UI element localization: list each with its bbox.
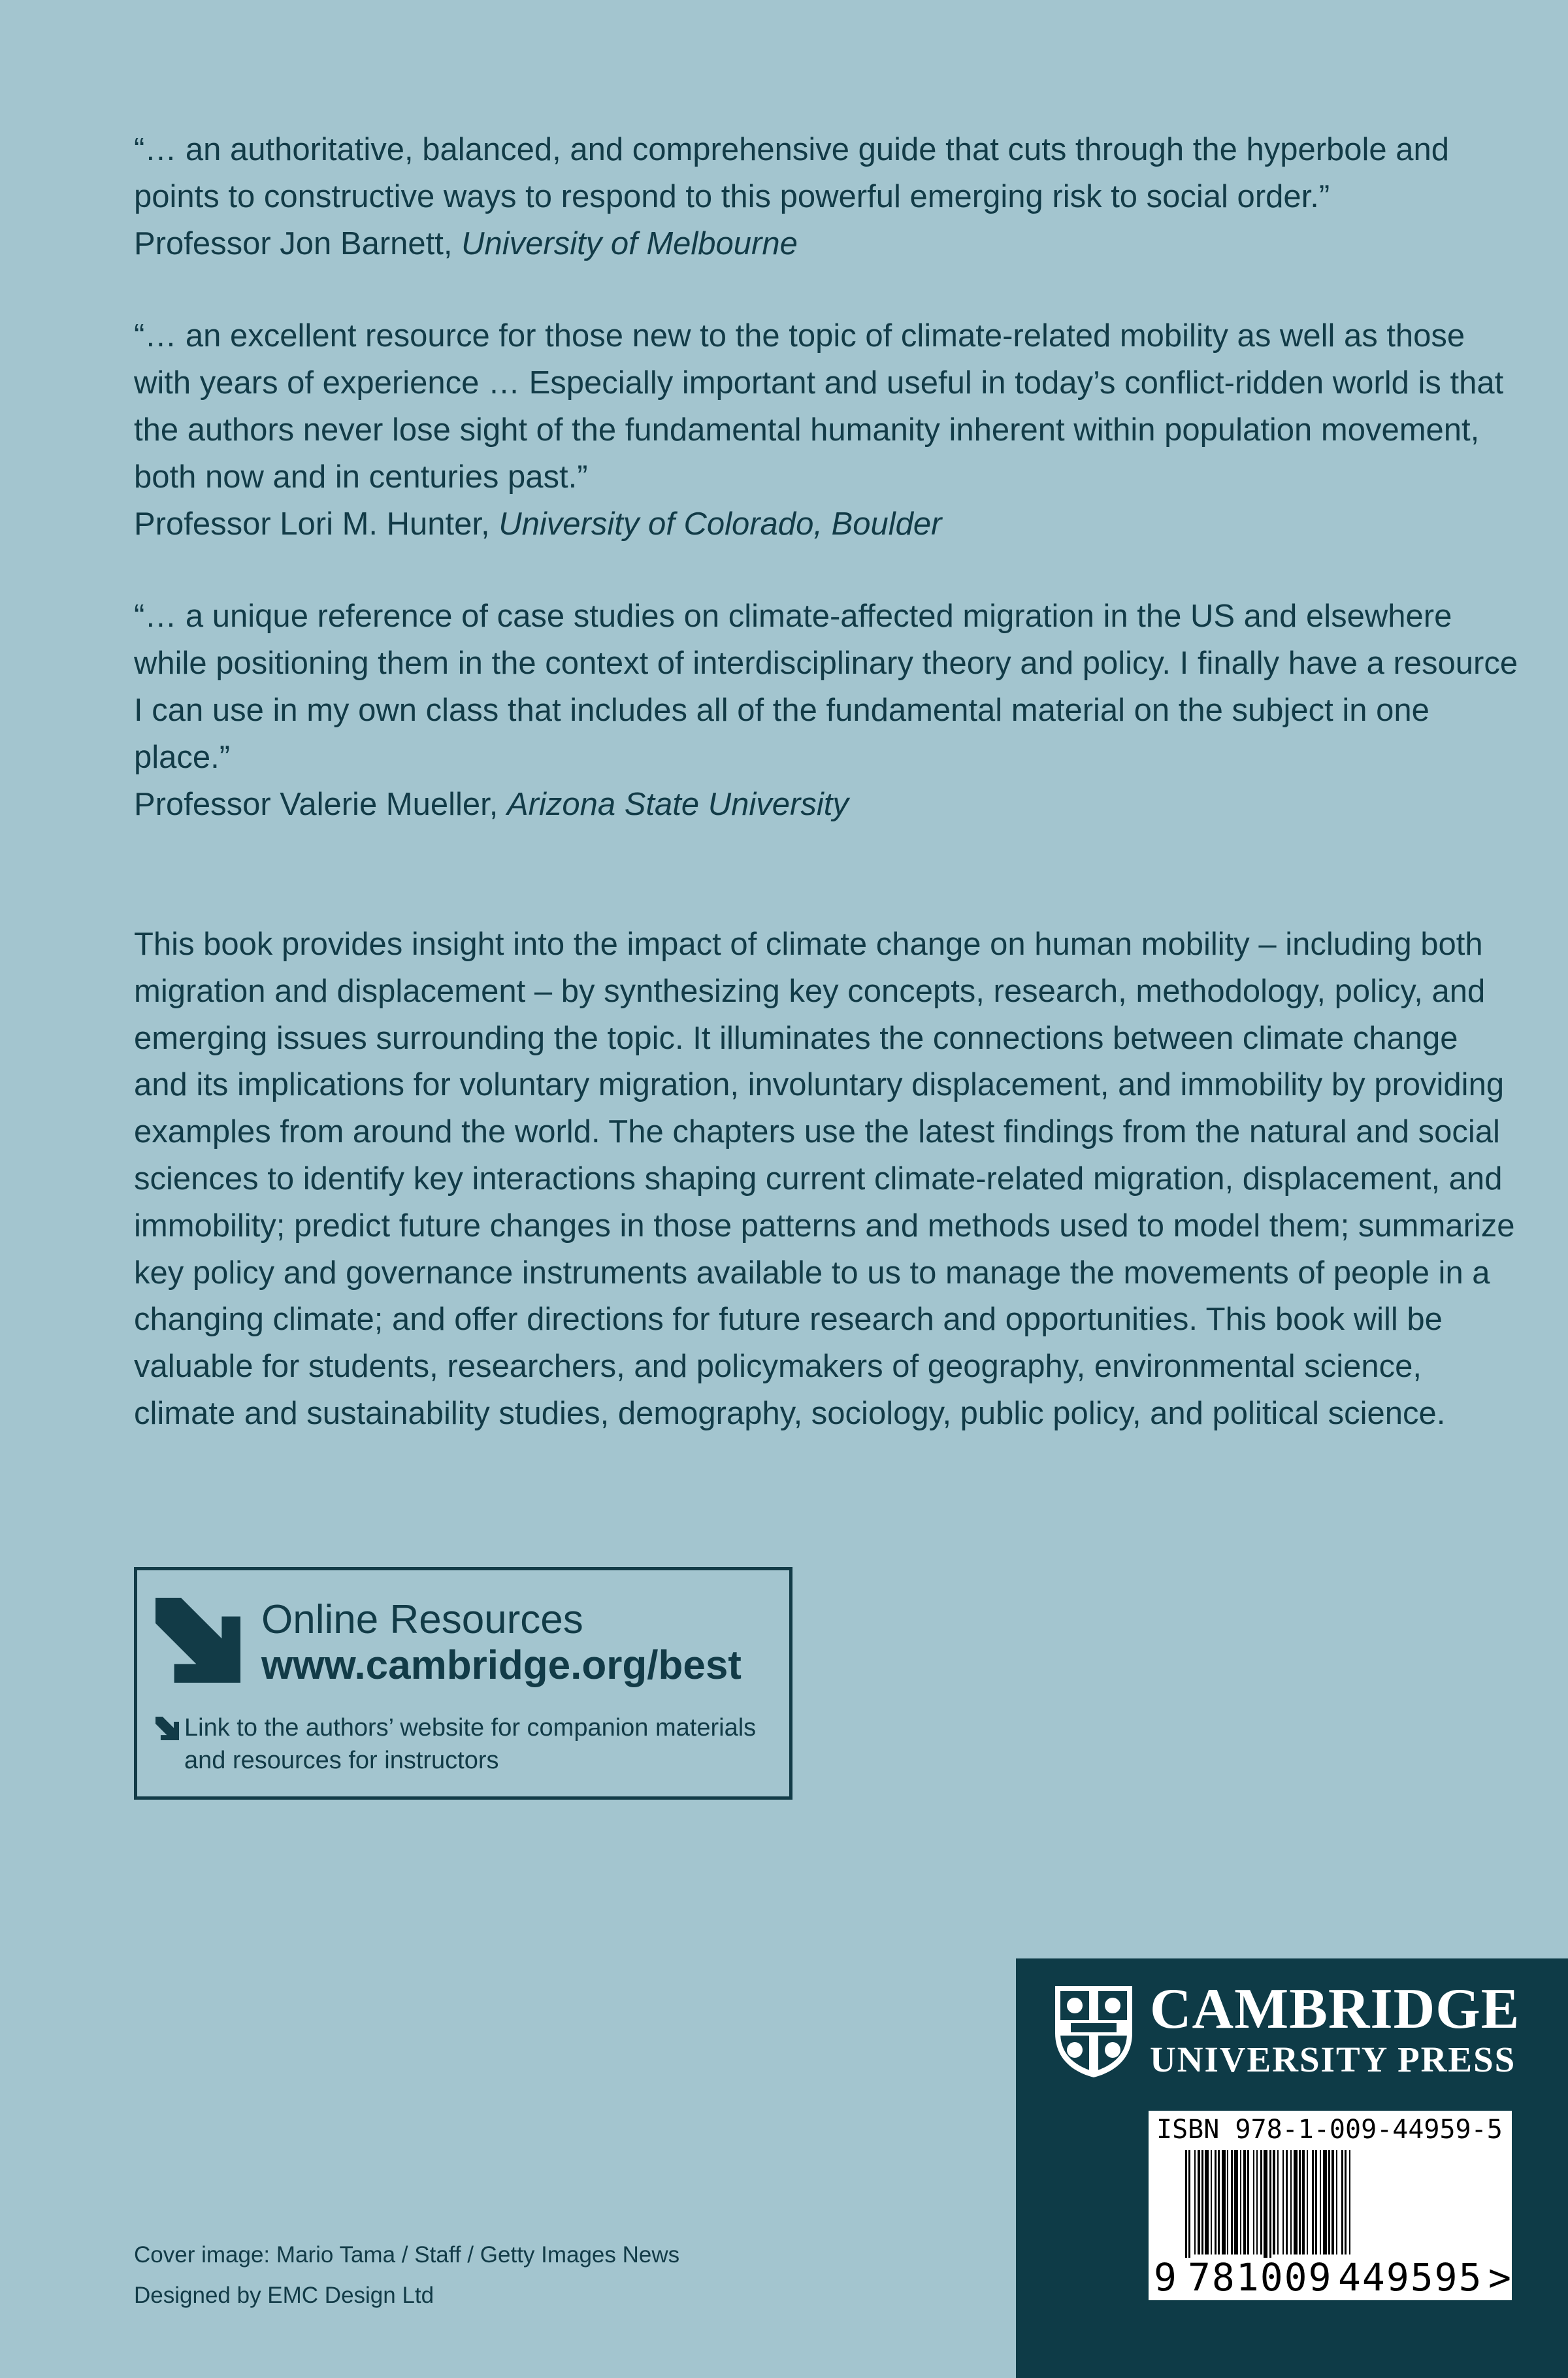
quote-text: “… a unique reference of case studies on climate-affected migration in the US and elsewhere while positioning them in the context of interdisciplinary theory and policy. I finally have a resource I can use in my own class that includes all of the fundamental material on the subject in one place.” [134, 599, 1518, 775]
online-resources-description: Link to the authors’ website for companion materials and resources for instructors [184, 1714, 757, 1774]
barcode-bar [1307, 2150, 1308, 2254]
barcode-digit-prefix: 9 [1154, 2255, 1177, 2300]
barcode-bar [1264, 2150, 1267, 2258]
barcode-bar [1286, 2150, 1288, 2254]
barcode-bar [1253, 2150, 1254, 2254]
barcode-bar [1273, 2150, 1275, 2254]
barcode-bar [1290, 2150, 1292, 2254]
barcode-digit-group-1: 781009 [1188, 2255, 1333, 2300]
publisher-name [1150, 1979, 1520, 2080]
endorsement-quote-1 [134, 126, 1519, 267]
barcode-bar [1336, 2150, 1337, 2254]
barcode-bar [1260, 2150, 1262, 2254]
barcode-bar [1194, 2150, 1196, 2254]
barcode-bar [1205, 2150, 1209, 2254]
publisher-name-line1: CAMBRIDGE [1150, 1977, 1520, 2041]
barcode-bar [1231, 2150, 1233, 2254]
barcode-bar [1299, 2150, 1301, 2254]
barcode-end-mark: > [1488, 2255, 1511, 2300]
barcode-bar [1227, 2150, 1228, 2254]
barcode-bar [1269, 2150, 1271, 2258]
barcode-bar [1188, 2150, 1190, 2258]
quote-author: Professor Jon Barnett [134, 226, 444, 261]
isbn-label: ISBN 978-1-009-44959-5 [1156, 2115, 1503, 2145]
barcode-bar [1243, 2150, 1246, 2254]
endorsement-quote-3 [134, 593, 1519, 828]
barcode-bar [1328, 2150, 1330, 2254]
barcode-bar [1294, 2150, 1298, 2254]
online-resources-title: Online Resources [261, 1597, 583, 1642]
barcode-bar [1312, 2150, 1314, 2254]
small-arrow-down-right-icon [155, 1717, 179, 1740]
barcode-bar [1349, 2150, 1350, 2254]
arrow-down-right-icon [155, 1598, 240, 1683]
barcode-bar [1211, 2150, 1212, 2254]
barcode-digit-group-2: 449595 [1338, 2255, 1483, 2300]
barcode-bar [1234, 2150, 1238, 2254]
barcode-bar [1277, 2150, 1279, 2254]
isbn-barcode [1149, 2111, 1512, 2300]
barcode-bar [1240, 2150, 1241, 2254]
barcode-bar [1247, 2150, 1249, 2254]
barcode-bar [1185, 2150, 1187, 2258]
barcode-bar [1320, 2150, 1321, 2254]
barcode-bar [1341, 2150, 1343, 2254]
publisher-panel [1016, 1958, 1568, 2378]
online-resources-link[interactable]: www.cambridge.org/best [261, 1643, 742, 1688]
barcode-digits [1149, 2256, 1512, 2299]
quote-text: “… an excellent resource for those new to the topic of climate-related mobility as well as those with years of experience … Especially important and useful in today’s conflict-ridden world is that the authors never lose sight of the fundamental humanity inherent within population movement, both now and in centuries past.” [134, 318, 1504, 495]
quote-text: “… an authoritative, balanced, and comprehensive guide that cuts through the hyperbole and points to constructive ways to respond to this powerful emerging risk to social order.” [134, 132, 1450, 214]
designer-credit: Designed by EMC Design Ltd [134, 2283, 434, 2308]
barcode-bar [1315, 2150, 1317, 2254]
publisher-name-line2: UNIVERSITY PRESS [1150, 2039, 1516, 2079]
barcode-bar [1215, 2150, 1217, 2254]
barcode-bar [1282, 2150, 1284, 2254]
quote-affiliation: University of Melbourne [461, 226, 798, 261]
quote-affiliation: Arizona State University [507, 787, 849, 822]
barcode-bar [1201, 2150, 1203, 2254]
barcode-bar [1256, 2150, 1258, 2254]
quote-affiliation: University of Colorado, Boulder [498, 506, 942, 542]
barcode-bar [1323, 2150, 1327, 2254]
barcode-bars [1149, 2150, 1512, 2258]
barcode-bar [1198, 2150, 1200, 2254]
cover-image-credit: Cover image: Mario Tama / Staff / Getty Images News [134, 2242, 680, 2268]
online-resources-box [134, 1567, 792, 1800]
cover-credits [134, 2235, 679, 2316]
barcode-bar [1331, 2150, 1334, 2254]
quote-attribution: Professor Valerie Mueller, Arizona State University [134, 787, 849, 822]
quote-author: Professor Valerie Mueller [134, 787, 489, 822]
university-crest-icon [1051, 1982, 1136, 2080]
barcode-bar [1345, 2150, 1347, 2254]
book-description: This book provides insight into the impact of climate change on human mobility – including both migration and displacement – by synthesizing key concepts, research, methodology, policy, and emerging issues surrounding the topic. It illuminates the connections between climate change and its implications for voluntary migration, involuntary displacement, and immobility by providing examples from around the world. The chapters use the latest findings from the natural and social sciences to identify key interactions shaping current climate-related migration, displacement, and immobility; predict future changes in those patterns and methods used to model them; summarize key policy and governance instruments available to us to manage the movements of people in a changing climate; and offer directions for future research and opportunities. This book will be valuable for students, researchers, and policymakers of geography, environmental science, climate and sustainability studies, demography, sociology, public policy, and political science. [134, 927, 1515, 1431]
quote-attribution: Professor Jon Barnett, University of Melbourne [134, 226, 798, 261]
barcode-bar [1218, 2150, 1220, 2254]
barcode-bar [1222, 2150, 1226, 2254]
endorsement-quote-2 [134, 312, 1519, 548]
quote-author: Professor Lori M. Hunter [134, 506, 482, 542]
quote-attribution: Professor Lori M. Hunter, University of Colorado, Boulder [134, 506, 942, 542]
barcode-bar [1302, 2150, 1305, 2254]
